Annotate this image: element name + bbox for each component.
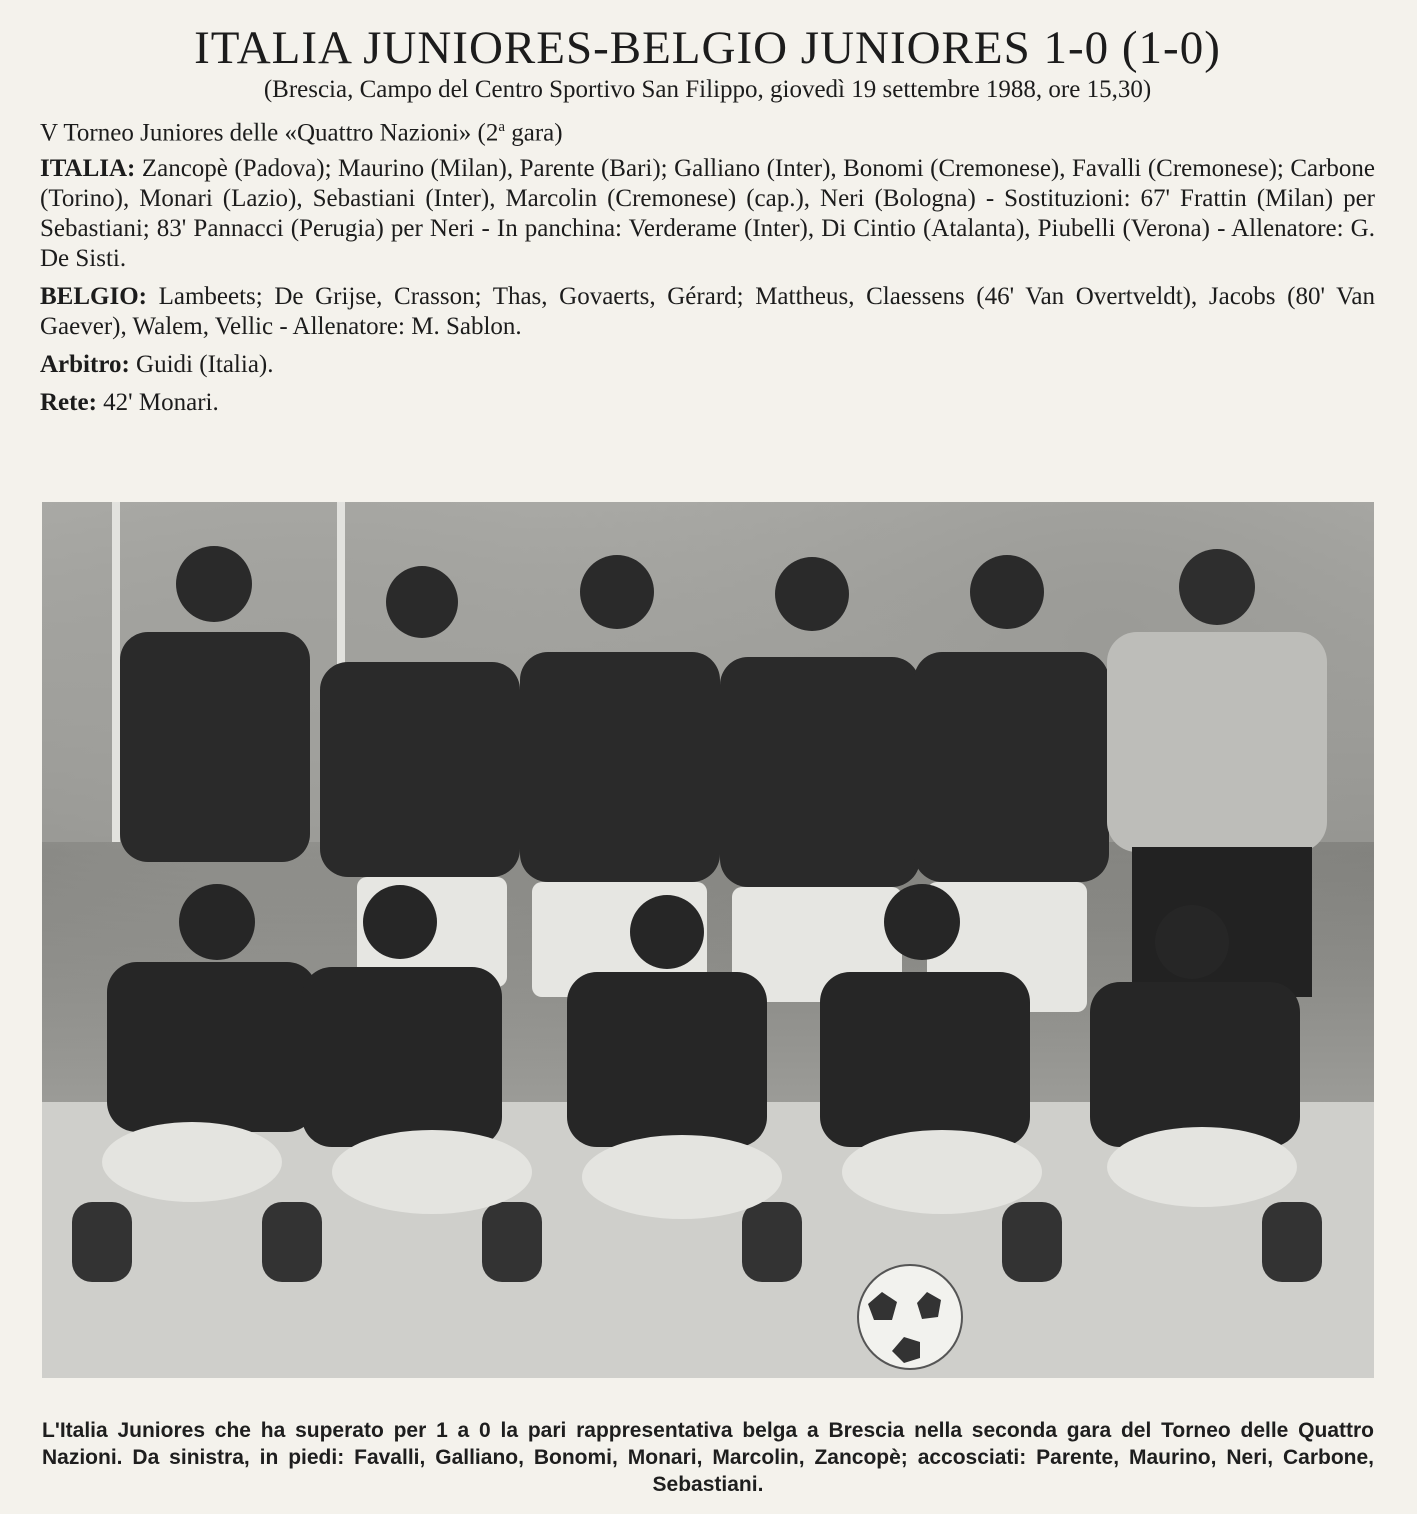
italia-label: ITALIA: [40,155,136,183]
italia-text: Zancopè (Padova); Maurino (Milan), Parente (Bari); Galliano (Inter), Bonomi (Cremonese), Favalli (Cremonese); Carbone (Torino), Monari (Lazio), Sebastiani (Inter), Marcolin (Cremonese) (cap.), Neri (Bologna) - Sostituzioni: 67' Frattin (Milan) per Sebastiani; 83' Pannacci (Perugia) per Neri - In panchina: Verderame (Inter), Di Cintio (Atalanta), Piubelli (Verona) - Allenatore: G. De Sisti. [40,155,1376,273]
team-photo [42,502,1374,1378]
italia-lineup [40,154,1375,274]
belgio-text: Lambeets; De Grijse, Crasson; Thas, Govaerts, Gérard; Mattheus, Claessens (46' Van Overtveldt), Jacobs (80' Van Gaever), Walem, Vellic - Allenatore: M. Sablon. [40,283,1375,341]
tournament-line [40,112,1375,148]
arbitro-line [40,350,1375,380]
arbitro-text: Guidi (Italia). [136,351,274,379]
match-report [40,22,1375,426]
rete-line [40,388,1375,418]
match-venue-date: (Brescia, Campo del Centro Sportivo San Filippo, giovedì 19 settembre 1988, ore 15,30) [263,76,1152,103]
rete-label: Rete: [40,389,97,417]
belgio-label: BELGIO: [40,283,147,311]
belgio-lineup [40,282,1375,342]
rete-text: 42' Monari. [103,389,219,417]
arbitro-label: Arbitro: [40,351,130,379]
tournament-superscript: a [498,119,506,135]
match-title: ITALIA JUNIORES-BELGIO JUNIORES 1-0 (1-0) [194,22,1221,74]
photo-caption: L'Italia Juniores che ha superato per 1 a 0 la pari rappresentativa belga a Brescia nella seconda gara del Torneo delle Quattro Nazioni. Da sinistra, in piedi: Favalli, Galliano, Bonomi, Monari, Marcolin, Zancopè; accosciati: Parente, Maurino, Neri, Carbone, Sebastiani. [42,1419,1374,1496]
tournament-text: V Torneo Juniores delle «Quattro Nazioni» (2 [40,119,499,147]
tournament-text-end: gara) [505,119,563,147]
team-photo-drawing [42,502,1374,1378]
